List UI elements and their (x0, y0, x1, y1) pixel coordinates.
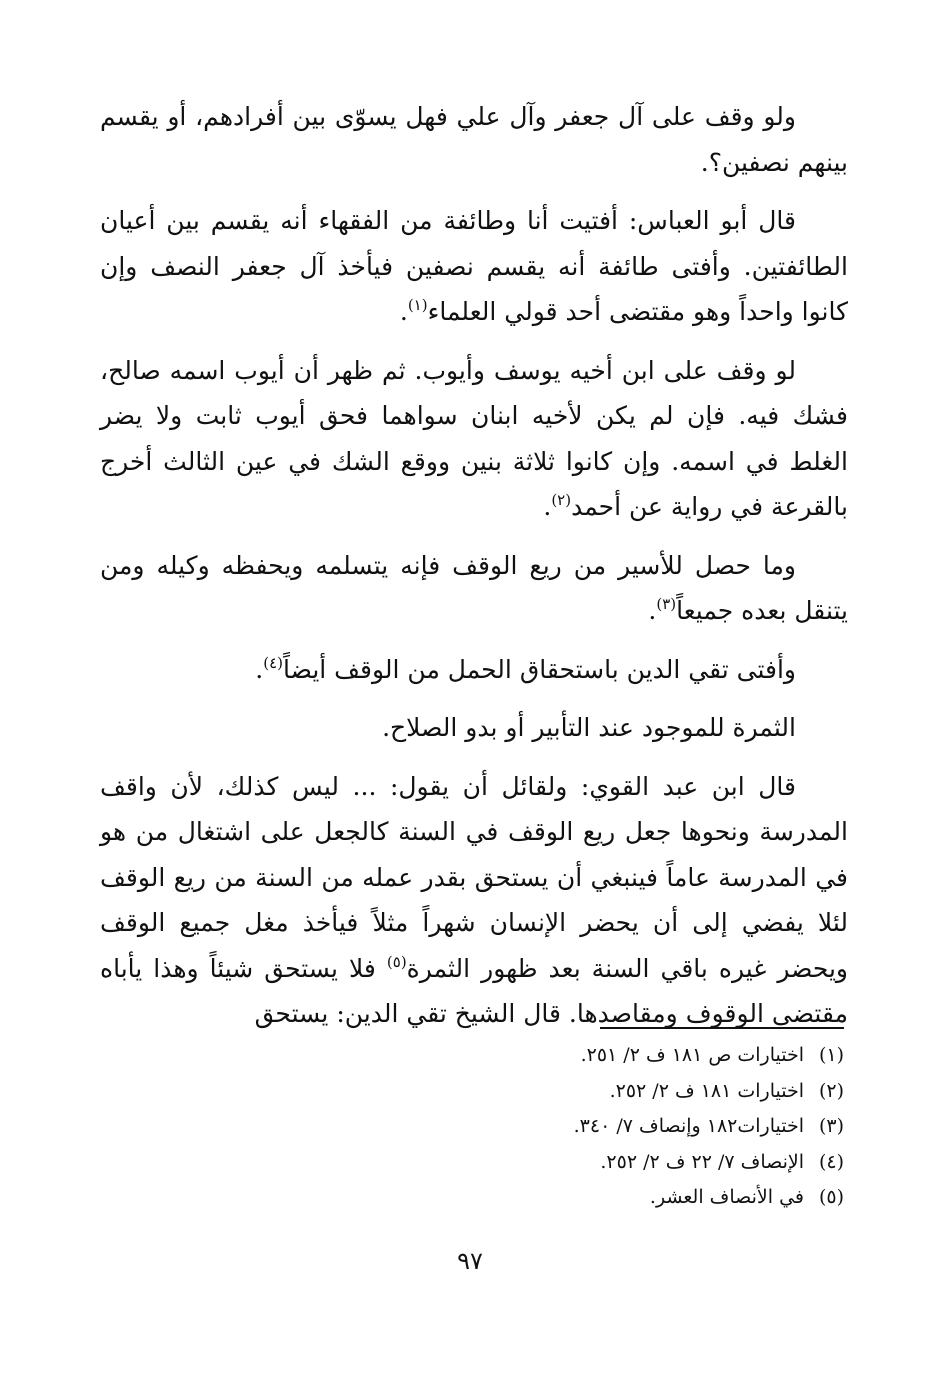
footnote-number: (٢) (818, 1079, 844, 1102)
footnote-marker-5: (٥) (386, 952, 407, 971)
footnote-item (424, 1180, 844, 1216)
footnote-text: في الأنصاف العشر. (649, 1186, 804, 1208)
footnote-number: (٤) (818, 1150, 844, 1173)
footnote-number: (٣) (818, 1115, 844, 1137)
footnote-marker-4: (٤) (263, 653, 284, 672)
footnote-item (424, 1038, 844, 1074)
footnote-item (424, 1109, 844, 1145)
paragraph-text: ولو وقف على آل جعفر وآل علي فهل يسوّى بين أفرادهم، أو يقسم بينهم نصفين؟. (100, 102, 848, 177)
paragraph-tail: . (255, 654, 264, 684)
paragraph-tail: فلا يستحق شيئاً وهذا يأباه مقتضى الوقوف ومقاصدها. قال الشيخ تقي الدين: يستحق (100, 953, 848, 1028)
footnote-number: (٥) (818, 1186, 844, 1208)
paragraph-text: قال أبو العباس: أفتيت أنا وطائفة من الفقهاء أنه يقسم بين أعيان الطائفتين. وأفتى طائفة أنه يقسم نصفين فيأخذ آل جعفر النصف وإن كانوا واحداً وهو مقتضى أحد قولي العلماء (100, 206, 848, 326)
paragraph-5 (100, 647, 848, 693)
paragraph-4 (100, 543, 848, 634)
paragraph-7 (100, 764, 848, 1037)
paragraph-text: الثمرة للموجود عند التأبير أو بدو الصلاح. (382, 713, 796, 742)
footnote-text: الإنصاف ٧/ ٢٢ ف ٢/ ٢٥٢. (600, 1150, 804, 1173)
footnote-text: اختيارات١٨٢ وإنصاف ٧/ ٣٤٠. (573, 1115, 804, 1137)
footnote-text: اختيارات ١٨١ ف ٢/ ٢٥٢. (609, 1079, 804, 1102)
footnote-item (424, 1145, 844, 1181)
paragraph-text: لو وقف على ابن أخيه يوسف وأيوب. ثم ظهر أن أيوب اسمه صالح، فشك فيه. فإن لم يكن لأخيه ابنان سواهما فحق أيوب ثابت ولا يضر الغلط في اسمه. وإن كانوا ثلاثة بنين ووقع الشك في عين الثالث أخرج بالقرعة في رواية عن أحمد (100, 355, 848, 521)
page-body (100, 94, 848, 1037)
paragraph-tail: . (399, 297, 408, 326)
footnote-marker-1: (١) (407, 296, 428, 314)
paragraph-text: قال ابن عبد القوي: ولقائل أن يقول: ... ليس كذلك، لأن واقف المدرسة ونحوها جعل ريع الوقف في السنة كالجعل على اشتغال من هو في المدرسة عاماً فينبغي أن يستحق بقدر عمله من السنة من ريع الوقف لئلا يفضي إلى أن يحضر الإنسان شهراً مثلاً فيأخذ مغل جميع الوقف ويحضر غيره باقي السنة بعد ظهور الثمرة (100, 771, 848, 983)
paragraph-tail: . (648, 596, 657, 625)
footnotes-list (424, 1038, 844, 1216)
footnote-number: (١) (818, 1044, 844, 1066)
page-number: ٩٧ (457, 1247, 483, 1275)
paragraph-text: وأفتى تقي الدين باستحقاق الحمل من الوقف أيضاً (283, 654, 796, 684)
paragraph-3 (100, 348, 848, 530)
footnote-text: اختيارات ص ١٨١ ف ٢/ ٢٥١. (580, 1044, 804, 1066)
paragraph-6 (100, 705, 848, 751)
footnote-marker-2: (٢) (551, 491, 572, 509)
paragraph-tail: . (543, 492, 552, 521)
paragraph-1 (100, 94, 848, 185)
footnote-separator (600, 1027, 844, 1029)
footnote-marker-3: (٣) (656, 595, 677, 613)
paragraph-text: وما حصل للأسير من ريع الوقف فإنه يتسلمه ويحفظه وكيله ومن يتنقل بعده جميعاً (100, 550, 848, 625)
footnote-item (424, 1074, 844, 1110)
paragraph-2 (100, 198, 848, 335)
